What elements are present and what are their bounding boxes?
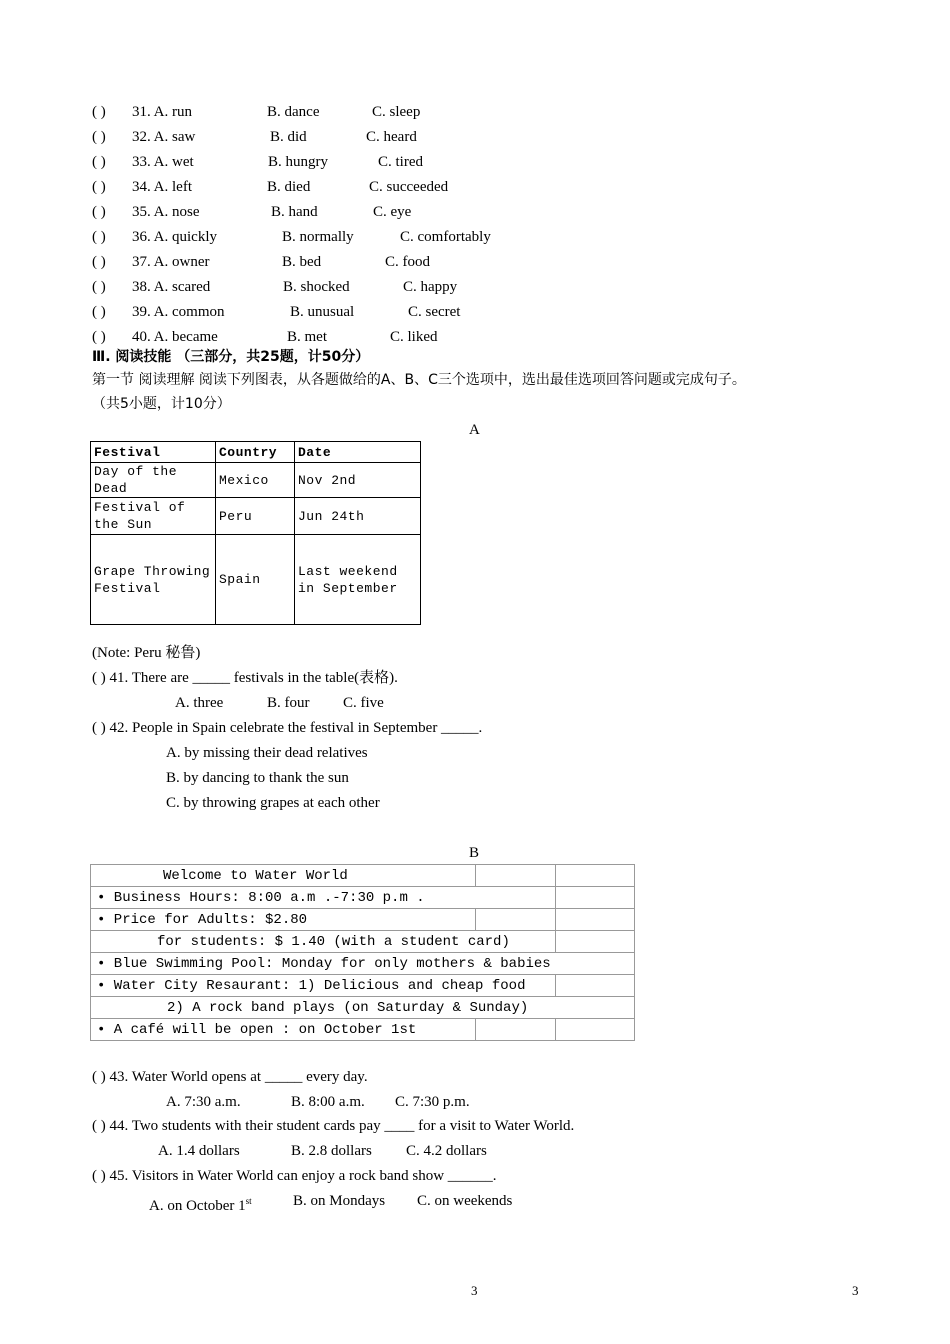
section-intro: 第一节 阅读理解 阅读下列图表，从各题做给的A、B、C三个选项中，选出最佳选项回答问题或完成句子。 (92, 372, 746, 388)
cell-date: Jun 24th (295, 498, 421, 535)
option-b: B. shocked (283, 279, 350, 295)
page-number: 3 (471, 1283, 478, 1298)
option-b: B. unusual (290, 304, 355, 320)
answer-blank[interactable]: ( ) (92, 279, 106, 295)
option-a: 37. A. owner (132, 254, 210, 270)
answer-blank[interactable]: ( ) (92, 104, 106, 120)
passage-label-b: B (469, 845, 480, 861)
question-44: ( ) 44. Two students with their student cards pay ____ for a visit to Water World. (92, 1118, 575, 1134)
option-c: C. 4.2 dollars (406, 1143, 487, 1159)
option-c: C. food (385, 254, 430, 270)
option-b: B. four (267, 695, 310, 711)
option-b: B. hand (271, 204, 318, 220)
notice-title: Welcome to Water World (91, 865, 476, 887)
option-b: B. on Mondays (293, 1193, 386, 1209)
option-b: B. 2.8 dollars (291, 1143, 372, 1159)
answer-blank[interactable]: ( ) (92, 129, 106, 145)
rock-band: 2) A rock band plays (on Saturday & Sunday) (91, 997, 635, 1019)
option-c: C. heard (366, 129, 417, 145)
question-43: ( ) 43. Water World opens at _____ every day. (92, 1069, 368, 1085)
business-hours: • Business Hours: 8:00 a.m .-7:30 p.m . (91, 887, 556, 909)
option-a: A. 7:30 a.m. (166, 1094, 241, 1110)
section-intro-points: （共5小题，计10分） (92, 396, 231, 412)
answer-blank[interactable]: ( ) (92, 179, 106, 195)
empty-cell (476, 1019, 555, 1041)
empty-cell (555, 887, 634, 909)
header-festival: Festival (91, 442, 216, 463)
option-a: A. by missing their dead relatives (166, 745, 368, 761)
header-date: Date (295, 442, 421, 463)
option-a: 31. A. run (132, 104, 192, 120)
option-c: C. succeeded (369, 179, 449, 195)
option-a: 32. A. saw (132, 129, 196, 145)
answer-blank[interactable]: ( ) (92, 229, 106, 245)
option-a: 39. A. common (132, 304, 225, 320)
option-a: A. three (175, 695, 224, 711)
option-a-text: A. on October 1 (149, 1198, 246, 1214)
empty-cell (476, 865, 555, 887)
option-c: C. comfortably (400, 229, 491, 245)
cell-festival: Grape Throwing Festival (91, 535, 216, 625)
empty-cell (476, 909, 555, 931)
option-c: C. eye (373, 204, 412, 220)
empty-cell (555, 931, 634, 953)
option-c: C. happy (403, 279, 458, 295)
option-c: C. liked (390, 329, 438, 345)
swimming-pool: • Blue Swimming Pool: Monday for only mothers & babies (91, 953, 635, 975)
option-b: B. 8:00 a.m. (291, 1094, 365, 1110)
price-adults: • Price for Adults: $2.80 (91, 909, 476, 931)
water-world-notice (90, 864, 635, 1041)
passage-label-a: A (469, 422, 480, 438)
note: (Note: Peru 秘鲁) (92, 645, 201, 661)
answer-blank[interactable]: ( ) (92, 304, 106, 320)
price-students: for students: $ 1.40 (with a student card) (91, 931, 556, 953)
empty-cell (555, 975, 634, 997)
option-b: B. normally (282, 229, 354, 245)
option-a (149, 1191, 252, 1216)
option-a: 34. A. left (132, 179, 192, 195)
option-a: 40. A. became (132, 329, 218, 345)
option-c: C. by throwing grapes at each other (166, 795, 380, 811)
answer-blank[interactable]: ( ) (92, 204, 106, 220)
cell-festival: Day of the Dead (91, 463, 216, 498)
option-b: B. bed (282, 254, 322, 270)
ordinal-suffix: st (245, 1196, 252, 1206)
option-c: C. on weekends (417, 1193, 513, 1209)
option-a: 33. A. wet (132, 154, 194, 170)
answer-blank[interactable]: ( ) (92, 154, 106, 170)
cell-country: Spain (216, 535, 295, 625)
empty-cell (555, 909, 634, 931)
option-c: C. secret (408, 304, 461, 320)
option-c: C. five (343, 695, 384, 711)
festival-table (90, 441, 421, 625)
question-45: ( ) 45. Visitors in Water World can enjoy a rock band show ______. (92, 1168, 497, 1184)
option-a: 36. A. quickly (132, 229, 217, 245)
empty-cell (555, 865, 634, 887)
answer-blank[interactable]: ( ) (92, 254, 106, 270)
option-c: C. tired (378, 154, 423, 170)
question-42: ( ) 42. People in Spain celebrate the festival in September _____. (92, 720, 483, 736)
option-a: 38. A. scared (132, 279, 211, 295)
section-heading: Ⅲ. 阅读技能 （三部分，共25题，计50分） (92, 349, 370, 365)
cell-country: Mexico (216, 463, 295, 498)
cell-country: Peru (216, 498, 295, 535)
restaurant: • Water City Resaurant: 1) Delicious and cheap food (91, 975, 556, 997)
option-c: C. sleep (372, 104, 421, 120)
empty-cell (555, 1019, 634, 1041)
cell-date: Nov 2nd (295, 463, 421, 498)
option-c: C. 7:30 p.m. (395, 1094, 470, 1110)
option-b: B. did (270, 129, 307, 145)
option-b: B. died (267, 179, 311, 195)
option-b: B. met (287, 329, 327, 345)
question-41: ( ) 41. There are _____ festivals in the table(表格). (92, 670, 398, 686)
option-a: 35. A. nose (132, 204, 200, 220)
cell-festival: Festival of the Sun (91, 498, 216, 535)
cell-date: Last weekend in September (295, 535, 421, 625)
option-b: B. by dancing to thank the sun (166, 770, 349, 786)
option-b: B. dance (267, 104, 320, 120)
cafe: • A café will be open : on October 1st (91, 1019, 476, 1041)
option-b: B. hungry (268, 154, 328, 170)
header-country: Country (216, 442, 295, 463)
answer-blank[interactable]: ( ) (92, 329, 106, 345)
option-a: A. 1.4 dollars (158, 1143, 240, 1159)
page-number-right: 3 (852, 1283, 859, 1298)
